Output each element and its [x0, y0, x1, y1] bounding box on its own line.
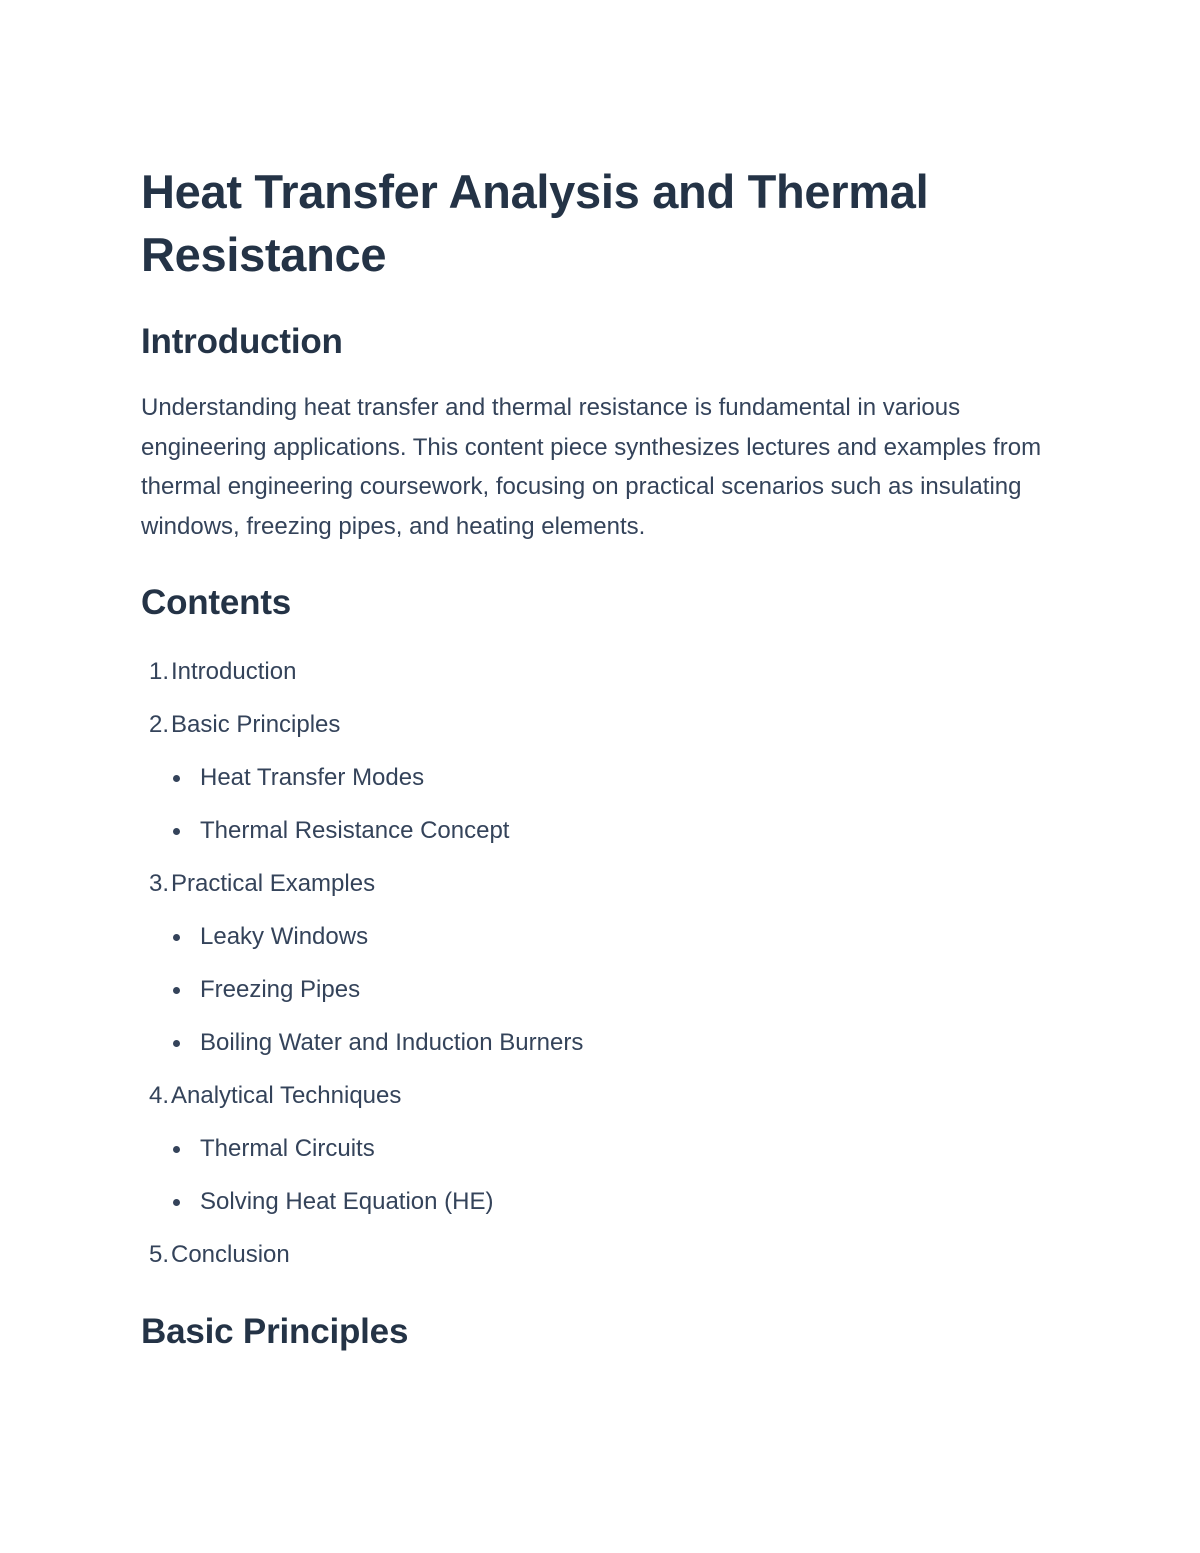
- introduction-heading: Introduction: [141, 322, 343, 361]
- toc-item: [141, 1228, 1061, 1281]
- toc-subitem: [141, 751, 1061, 804]
- toc-subitems-wrapper: [141, 751, 1061, 857]
- toc-item-label: Basic Principles: [171, 711, 341, 738]
- toc-subitem-label: Thermal Resistance Concept: [200, 817, 510, 844]
- contents-heading: Contents: [141, 583, 292, 622]
- document-page: [141, 160, 1061, 1354]
- bullet-icon: [173, 1146, 180, 1153]
- toc-subitem: [141, 963, 1061, 1016]
- toc-subitem: [141, 1175, 1061, 1228]
- bullet-icon: [173, 934, 180, 941]
- toc-item-number: 1.: [148, 658, 169, 685]
- toc-item-number: 3.: [148, 870, 169, 897]
- toc-subitem-label: Solving Heat Equation (HE): [200, 1188, 494, 1215]
- toc-item-label: Introduction: [171, 658, 297, 685]
- toc-item-label: Conclusion: [171, 1241, 290, 1268]
- toc-item: [141, 645, 1061, 698]
- toc-subitem-label: Leaky Windows: [200, 923, 369, 950]
- toc-subitem-label: Heat Transfer Modes: [200, 764, 425, 791]
- toc-item: [141, 857, 1061, 910]
- toc-subitem-label: Thermal Circuits: [200, 1135, 375, 1162]
- toc-item-number: 2.: [148, 711, 169, 738]
- toc-subitem-label: Boiling Water and Induction Burners: [200, 1029, 584, 1056]
- toc-subitems-wrapper: [141, 910, 1061, 1069]
- introduction-paragraph: Understanding heat transfer and thermal resistance is fundamental in various engineering applications. This content piece synthesizes lectures and examples from thermal engineering coursework, focusing on practical scenarios such as insulating windows, freezing pipes, and heating elements.: [141, 394, 1042, 540]
- toc-item: [141, 698, 1061, 751]
- bullet-icon: [173, 775, 180, 782]
- toc-item-number: 4.: [148, 1082, 169, 1109]
- toc-item-label: Practical Examples: [171, 870, 376, 897]
- basic-principles-heading: Basic Principles: [141, 1312, 409, 1351]
- toc-subitem-label: Freezing Pipes: [200, 976, 361, 1003]
- bullet-icon: [173, 987, 180, 994]
- toc-sublist: [141, 910, 1061, 1069]
- bullet-icon: [173, 1199, 180, 1206]
- toc-subitem: [141, 1122, 1061, 1175]
- bullet-icon: [173, 828, 180, 835]
- toc-subitem: [141, 1016, 1061, 1069]
- toc-sublist: [141, 1122, 1061, 1228]
- toc-item: [141, 1069, 1061, 1122]
- toc-item-number: 5.: [148, 1241, 169, 1268]
- toc-subitems-wrapper: [141, 1122, 1061, 1228]
- table-of-contents: [141, 645, 1061, 1281]
- bullet-icon: [173, 1040, 180, 1047]
- toc-sublist: [141, 751, 1061, 857]
- toc-subitem: [141, 910, 1061, 963]
- document-title: Heat Transfer Analysis and Thermal Resistance: [141, 165, 929, 281]
- toc-subitem: [141, 804, 1061, 857]
- toc-item-label: Analytical Techniques: [171, 1082, 402, 1109]
